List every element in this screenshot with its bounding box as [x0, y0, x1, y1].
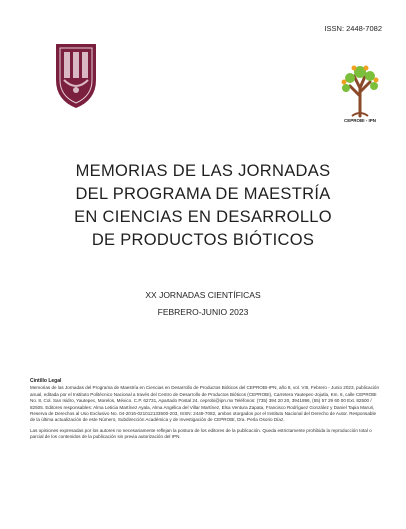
- title-line: MEMORIAS DE LAS JORNADAS: [75, 162, 331, 180]
- ipn-seal-icon: [50, 40, 102, 110]
- ceprobi-label: CEPROBI - IPN: [343, 118, 376, 123]
- ceprobi-tree-icon: [334, 58, 386, 118]
- issn-label: ISSN: 2448-7082: [324, 24, 382, 33]
- event-dates: FEBRERO-JUNIO 2023: [157, 307, 249, 317]
- event-name: XX JORNADAS CIENTÍFICAS: [145, 290, 261, 300]
- legal-heading: Cintillo Legal: [30, 378, 62, 384]
- legal-body: Memorias de las Jornadas del Programa de Maestría en Ciencias en Desarrollo de Productos Bióticos del CEPROBI-IPN, año 8, vol. VIII, Febrero - Junio 2023, publicación anual, editada por el Instituto Politécnico Nacional a través del Centro de Desarrollo de Productos Bióticos (CEPROBI), Carretera Yautepec-Jojutla, Km. 6, calle CEPROBI No. 8, Col. San Isidro, Yautepec, Morelos, México. C.P. 62731, Apartado Postal 24. ceprobi@ipn.mx Teléfonos: (735) 394 20 20, 3941896, (55) 57 29 60 00 Ext. 82500 / 82505. Editores responsables: Alma Leticia Martínez Ayala, Alma Angélica del Villar Martínez, Elsa Ventura Zapata, Francisco Rodríguez González y Daniel Tapia Maruri, Reserva de Derechos al Uso Exclusivo No. 04-2016-021012133500-203, ISSN: 2448-7082, ambos otorgados por el Instituto Nacional del Derecho de Autor. Responsable de la última actualización de este Número, Subdirección Académica y de Investigación de CEPROBI, Dra. Perla Osorio Díaz.: [30, 385, 380, 423]
- document-title: [20, 160, 386, 252]
- title-line: DEL PROGRAMA DE MAESTRÍA: [75, 185, 331, 203]
- title-line: EN CIENCIAS EN DESARROLLO: [74, 208, 332, 226]
- legal-disclaimer: Las opiniones expresadas por los autores no necesariamente reflejan la postura de los editores de la publicación. Queda estrictamente prohibida la reproducción total o parcial de los contenidos de la publicación sin previa autorización del IPN.: [30, 427, 372, 440]
- title-line: DE PRODUCTOS BIÓTICOS: [91, 231, 315, 249]
- legal-notice: [30, 378, 380, 441]
